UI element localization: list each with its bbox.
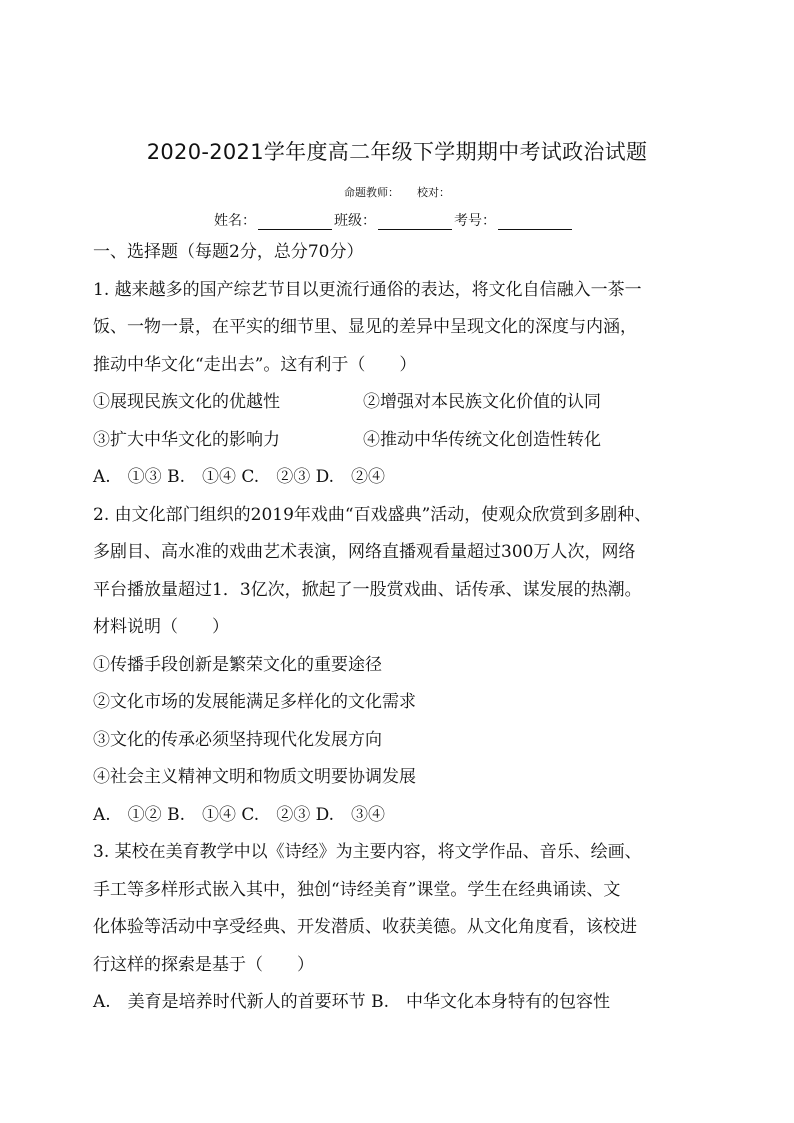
question-text-line: 平台播放量超过1．3亿次，掀起了一股赏戏曲、话传承、谋发展的热潮。	[93, 579, 642, 600]
option-item: ②文化市场的发展能满足多样化的文化需求	[93, 692, 416, 712]
option-row	[93, 422, 705, 460]
option-item: ③文化的传承必须坚持现代化发展方向	[93, 729, 382, 750]
option-item: ②增强对本民族文化价值的认同	[363, 392, 601, 412]
option-item: ④社会主义精神文明和物质文明要协调发展	[93, 767, 416, 787]
question-text-line: 化体验等活动中享受经典、开发潜质、收获美德。从文化角度看，该校进	[93, 917, 637, 937]
question-2	[93, 497, 705, 835]
question-1	[93, 272, 705, 497]
question-text-line: 1. 越来越多的国产综艺节目以更流行通俗的表达，将文化自信融入一茶一	[93, 279, 642, 300]
name-label: 姓名：	[214, 213, 256, 229]
question-text-line: 多剧目、高水准的戏曲艺术表演，网络直播观看量超过300万人次，网络	[93, 542, 636, 562]
answer-choices: A. ①② B. ①④ C. ②③ D. ③④	[93, 804, 386, 825]
question-text-line: 饭、一物一景，在平实的细节里、显见的差异中呈现文化的深度与内涵，	[93, 317, 637, 337]
teacher-label: 命题教师：	[344, 186, 399, 199]
student-info-row	[214, 210, 574, 230]
question-text-line: 行这样的探索是基于（ ）	[93, 954, 314, 975]
question-text-line: 手工等多样形式嵌入其中，独创“诗经美育”课堂。学生在经典诵读、文	[93, 879, 621, 900]
page-title: 2020-2021学年度高二年级下学期期中考试政治试题	[146, 140, 648, 164]
question-text-line: 推动中华文化“走出去”。这有利于（ ）	[93, 354, 417, 375]
answer-choices: A. ①③ B. ①④ C. ②③ D. ②④	[93, 467, 386, 487]
option-row	[93, 384, 705, 422]
question-text-line: 2. 由文化部门组织的2019年戏曲“百戏盛典”活动，使观众欣赏到多剧种、	[93, 504, 652, 525]
answer-choices: A. 美育是培养时代新人的首要环节 B. 中华文化本身特有的包容性	[93, 992, 610, 1012]
question-text-line: 3. 某校在美育教学中以《诗经》为主要内容，将文学作品、音乐、绘画、	[93, 842, 642, 862]
option-item: ④推动中华传统文化创造性转化	[363, 429, 601, 450]
exam-content	[93, 234, 705, 1022]
section-heading: 一、选择题（每题2分，总分70分）	[93, 242, 364, 262]
class-field[interactable]	[378, 215, 452, 230]
option-item: ③扩大中华文化的影响力	[93, 429, 280, 450]
question-text-line: 材料说明（ ）	[93, 617, 229, 637]
option-item: ①传播手段创新是繁荣文化的重要途径	[93, 654, 382, 675]
name-field[interactable]	[258, 215, 332, 230]
class-label: 班级：	[334, 213, 376, 229]
question-3	[93, 834, 705, 1022]
option-item: ①展现民族文化的优越性	[93, 392, 280, 412]
number-label: 考号：	[454, 213, 496, 229]
exam-meta	[0, 184, 794, 200]
proofreader-label: 校对：	[417, 186, 450, 199]
number-field[interactable]	[498, 215, 572, 230]
